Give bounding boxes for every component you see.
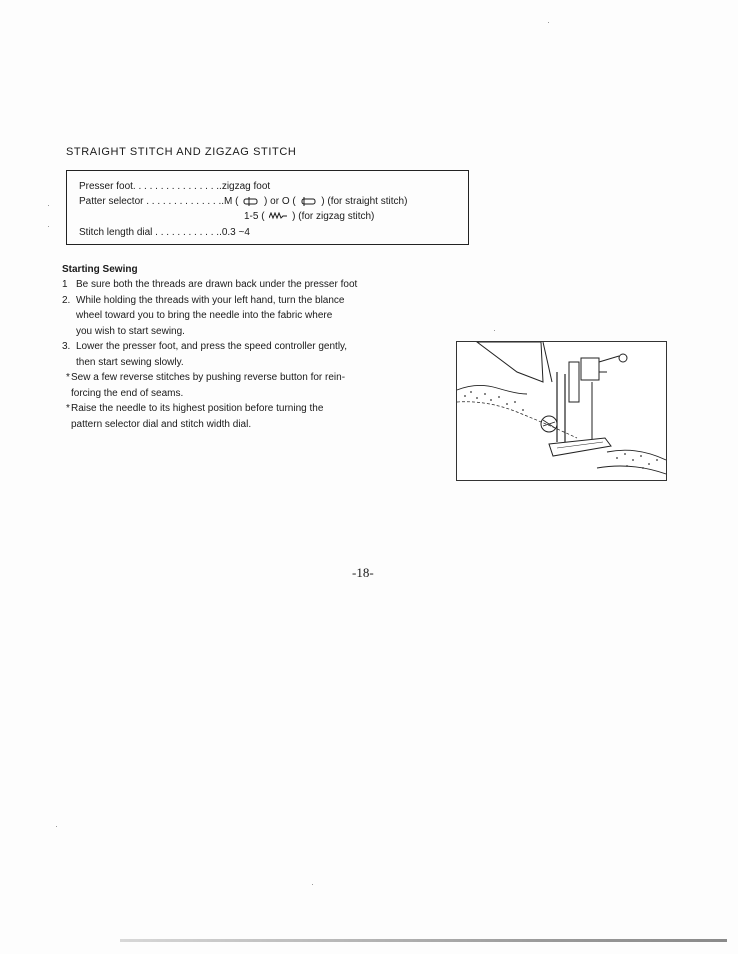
zigzag-stitch-icon: [269, 212, 287, 220]
stitch-length-value: .0.3 ~4: [219, 227, 250, 238]
bottom-scan-rule: [120, 939, 727, 942]
step-number: 2.: [62, 294, 71, 306]
pattern-selector-value-c: ) (for straight stitch): [321, 196, 408, 207]
pattern-selector-value-b: ) or O (: [264, 196, 296, 207]
pattern-selector-row: [79, 196, 407, 207]
step-3: [62, 339, 392, 370]
straight-stitch-m-icon: [243, 197, 259, 206]
note-line: Raise the needle to its highest position before turning the: [71, 403, 324, 414]
step-line: Lower the presser foot, and press the speed controller gently,: [76, 341, 348, 352]
step-line: then start sewing slowly.: [76, 356, 184, 368]
page-number: -18-: [352, 565, 374, 580]
section-heading: STRAIGHT STITCH AND ZIGZAG STITCH: [66, 146, 297, 158]
zigzag-row: [244, 211, 374, 222]
settings-box: [66, 170, 469, 245]
scan-speck: [48, 226, 49, 227]
scan-speck: [548, 22, 549, 23]
presser-foot-label: Presser foot. . . . . . . . . . . . . . . .: [79, 181, 220, 192]
scan-speck: [48, 205, 49, 206]
note-line: forcing the end of seams.: [71, 387, 184, 399]
instruction-steps: [62, 277, 392, 432]
step-line: wheel toward you to bring the needle into the fabric where: [76, 310, 333, 321]
note-line: Sew a few reverse stitches by pushing reverse button for rein-: [71, 372, 346, 383]
scan-speck: [494, 330, 495, 331]
note-asterisk: *: [66, 403, 70, 414]
step-2: [62, 293, 392, 340]
stitch-length-label: Stitch length dial . . . . . . . . . . . .: [79, 227, 220, 238]
presser-foot-row: [79, 181, 270, 192]
step-1: [62, 277, 392, 293]
step-number: 1: [62, 279, 68, 290]
step-line: While holding the threads with your left hand, turn the blance: [76, 294, 345, 306]
step-line: you wish to start sewing.: [76, 325, 185, 337]
note-asterisk: *: [66, 372, 70, 383]
pattern-selector-value-a: .M (: [221, 196, 239, 207]
straight-stitch-o-icon: [301, 197, 317, 206]
scan-speck: [312, 884, 313, 885]
presser-foot-value: .zigzag foot: [219, 181, 271, 192]
zigzag-value-a: 1-5 (: [244, 211, 265, 222]
zigzag-value-b: ) (for zigzag stitch): [292, 211, 375, 222]
note-2: [62, 401, 392, 432]
stitch-length-row: [79, 227, 250, 238]
step-number: 3.: [62, 341, 71, 352]
step-line: Be sure both the threads are drawn back under the presser foot: [76, 279, 358, 290]
pattern-selector-label: Patter selector . . . . . . . . . . . . . .: [79, 196, 222, 207]
presser-foot-illustration: [456, 341, 667, 481]
note-line: pattern selector dial and stitch width dial.: [71, 418, 252, 430]
starting-sewing-heading: Starting Sewing: [62, 264, 138, 275]
sewing-machine-foot-icon: [457, 342, 666, 480]
note-1: [62, 370, 392, 401]
scan-speck: [56, 826, 57, 827]
